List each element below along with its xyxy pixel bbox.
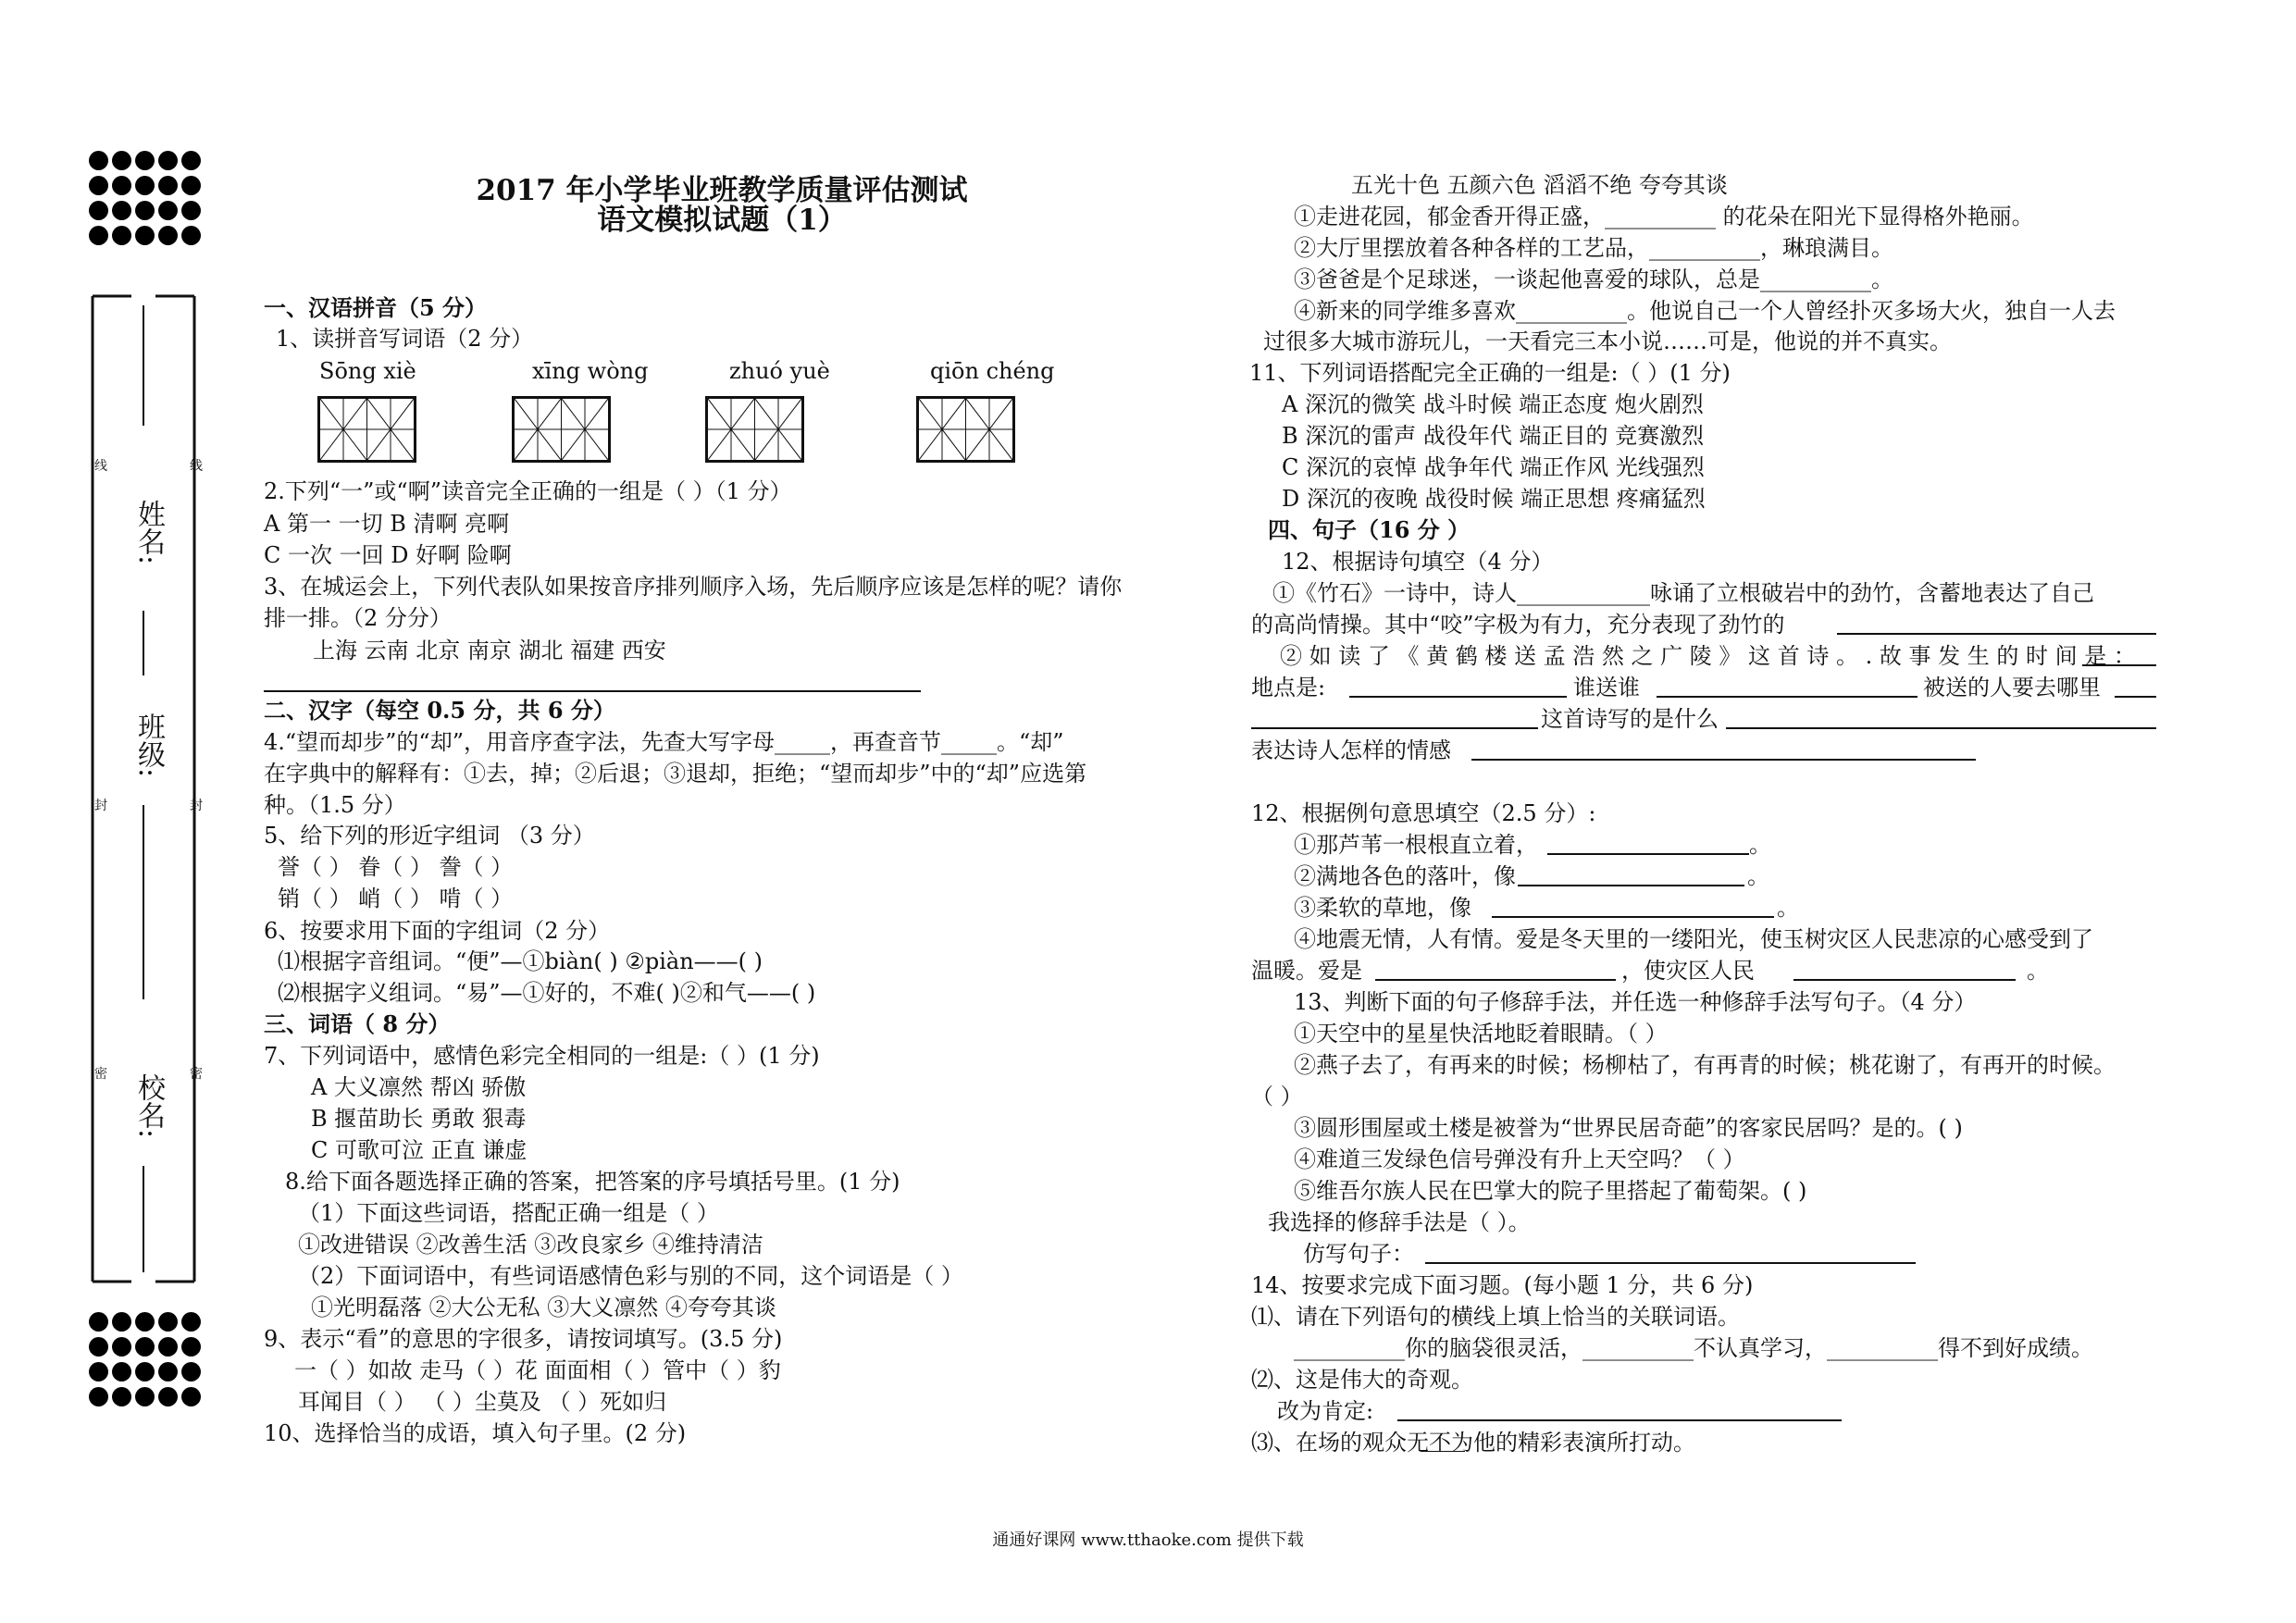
q6-part-2: ⑵根据字义组词。“易”—①好的，不难( )②和气——( ) (278, 980, 816, 1006)
q9-text: 9、表示“看”的意思的字很多，请按词填写。(3.5 分) (264, 1326, 783, 1352)
q4-text-3: 种。（1.5 分） (264, 792, 406, 818)
binding-dots-bottom (89, 1312, 205, 1412)
binding-mark-line-2: 线 (190, 459, 203, 474)
q13-item-5: ⑤维吾尔族人民在巴掌大的院子里搭起了葡萄架。( ) (1294, 1178, 1807, 1204)
q13-item-2: ②燕子去了，有再来的时候；杨柳枯了，有再青的时候；桃花谢了，有再开的时候。 (1294, 1052, 2116, 1078)
q12b-line-1[interactable] (1547, 853, 1749, 855)
q14-affirm-line[interactable] (1397, 1419, 1842, 1421)
q10-sentence-3: ③爸爸是个足球迷，一谈起他喜爱的球队，总是__________。 (1294, 266, 1893, 292)
q6-part-1: ⑴根据字音组词。“便”—①biàn( ) ②piàn——( ) (278, 948, 763, 974)
q11-option-b: B 深沉的雷声 战役年代 端正目的 竞赛激烈 (1282, 423, 1705, 449)
writing-cell[interactable] (919, 399, 966, 460)
q2-options-ab: A 第一 一切 B 清啊 亮啊 (264, 511, 510, 537)
q12b-line-4[interactable] (1375, 979, 1616, 981)
q12-who-line[interactable] (1657, 696, 1917, 698)
q2-text: 2.下列“一”或“啊”读音完全正确的一组是（ ）（1 分） (264, 478, 792, 504)
q12-poem-1-cont: 的高尚情操。其中“咬”字极为有力，充分表现了劲竹的 (1251, 612, 1785, 638)
q12-emotion-line[interactable] (1471, 759, 1976, 761)
q12-poem-2: ② 如 读 了 《 黄 鹤 楼 送 孟 浩 然 之 广 陵 》 这 首 诗 。 . 故 事 发 生 的 时 间 是 ： (1280, 643, 2136, 669)
q10-idioms: 五光十色 五颜六色 滔滔不绝 夸夸其谈 (1351, 172, 1728, 198)
q11-option-c: C 深沉的哀悼 战争年代 端正作风 光线强烈 (1282, 454, 1705, 480)
q14-affirm-label: 改为肯定: (1277, 1398, 1374, 1424)
q12b-item-3: ③柔软的草地，像 (1294, 895, 1471, 921)
writing-cell[interactable] (367, 399, 414, 460)
q3-answer-line[interactable] (264, 690, 921, 692)
binding-mark-line-1: 线 (94, 459, 107, 474)
q7-option-b: B 揠苗助长 勇敢 狠毒 (311, 1106, 527, 1132)
q1-text: 1、读拼音写词语（2 分） (276, 326, 534, 352)
q10-sentence-4: ④新来的同学维多喜欢__________。他说自己一个人曾经扑灭多场大火，独自一人去 (1294, 298, 2116, 324)
section-ciyu: 三、词语（ 8 分） (264, 1010, 451, 1037)
q14-underline-wubu (1421, 1451, 1465, 1452)
q12-what-line[interactable] (1726, 727, 2156, 729)
q12-poem-1: ①《竹石》一诗中，诗人____________咏诵了立根破岩中的劲竹，含蓄地表达了自己 (1272, 580, 2094, 606)
writing-cell[interactable] (515, 399, 562, 460)
q12b-line-5[interactable] (1793, 979, 2016, 981)
writing-cell[interactable] (966, 399, 1012, 460)
q12b-text: 12、根据例句意思填空（2.5 分）: (1251, 800, 1596, 826)
q12b-item-4: ④地震无情，人有情。爱是冬天里的一缕阳光，使玉树灾区人民悲凉的心感受到了 (1294, 926, 2093, 952)
q10-sentence-1: ①走进花园，郁金香开得正盛，__________ 的花朵在阳光下显得格外艳丽。 (1294, 204, 2034, 229)
binding-mark-seal-1: 封 (94, 799, 107, 813)
q11-option-d: D 深沉的夜晚 战役时候 端正思想 疼痛猛烈 (1282, 486, 1706, 512)
q14-part-3: ⑶、在场的观众无不为他的精彩表演所打动。 (1251, 1430, 1695, 1456)
section-pinyin: 一、汉语拼音（5 分） (264, 294, 488, 321)
q11-text: 11、下列词语搭配完全正确的一组是:（ ）(1 分) (1249, 360, 1731, 386)
q13-choice: 我选择的修辞手法是（ ）。 (1268, 1209, 1531, 1235)
q3-text-2: 排一排。（2 分分） (264, 605, 452, 631)
q5-text: 5、给下列的形近字组词 （3 分） (264, 823, 595, 849)
writing-grid-2[interactable] (512, 396, 611, 463)
q12b-item-4-cont: 温暖。爱是 (1251, 958, 1362, 984)
q12b-period-1: 。 (1749, 832, 1771, 858)
q12b-line-3[interactable] (1492, 916, 1774, 918)
q12-time-line[interactable] (2082, 664, 2156, 666)
q13-imitate-line[interactable] (1425, 1262, 1916, 1264)
q13-imitate-label: 仿写句子： (1303, 1241, 1414, 1267)
q13-text: 13、判断下面的句子修辞手法，并任选一种修辞手法写句子。（4 分） (1294, 989, 1977, 1015)
school-label: 校名: (132, 1073, 165, 1139)
q11-option-a: A 深沉的微笑 战斗时候 端正态度 炮火剧烈 (1282, 391, 1704, 417)
q12-answer-line-1[interactable] (1837, 633, 2156, 635)
q12-where-line-2[interactable] (1251, 727, 1538, 729)
binding-mark-seal-2: 封 (190, 799, 203, 813)
q10-sentence-4-cont: 过很多大城市游玩儿，一天看完三本小说……可是，他说的并不真实。 (1263, 328, 1952, 354)
q12-what-label: 这首诗写的是什么 (1541, 706, 1719, 732)
writing-cell[interactable] (320, 399, 367, 460)
q13-item-4: ④难道三发绿色信号弹没有升上天空吗？（ ） (1294, 1146, 1745, 1172)
footer-source: 通通好课网 www.tthaoke.com 提供下载 (992, 1530, 1304, 1550)
section-sentences: 四、句子（16 分 ） (1268, 516, 1471, 543)
q12b-period-2: 。 (1747, 863, 1769, 889)
q10-sentence-2: ②大厅里摆放着各种各样的工艺品，__________，琳琅满目。 (1294, 235, 1893, 261)
pinyin-3: zhuó yuè (729, 358, 830, 384)
q12-emotion-label: 表达诗人怎样的情感 (1251, 737, 1451, 763)
q2-options-cd: C 一次 一回 D 好啊 险啊 (264, 542, 512, 568)
q12-place-line[interactable] (1349, 696, 1567, 698)
q9-row-1: 一（ ）如故 走马（ ）花 面面相（ ）管中（ ）豹 (294, 1357, 781, 1383)
q8-part-2: （2）下面词语中，有些词语感情色彩与别的不同，这个词语是（ ） (298, 1263, 963, 1289)
writing-grid-4[interactable] (916, 396, 1015, 463)
exam-title: 2017 年小学毕业班教学质量评估测试 (476, 174, 968, 207)
q14-part-1-sentence: __________你的脑袋很灵活，__________不认真学习，__________得不到好成绩。 (1294, 1335, 2093, 1361)
q7-text: 7、下列词语中，感情色彩完全相同的一组是:（ ）(1 分) (264, 1043, 820, 1069)
q13-item-3: ③圆形围屋或土楼是被誉为“世界民居奇葩”的客家民居吗？是的。( ) (1294, 1115, 1963, 1141)
section-hanzi: 二、汉字（每空 0.5 分，共 6 分） (264, 697, 615, 724)
q12b-period-4: 。 (2027, 958, 2049, 984)
q3-cities: 上海 云南 北京 南京 湖北 福建 西安 (313, 638, 666, 663)
q4-text-1: 4.“望而却步”的“却”，用音序查字法，先查大写字母_____，再查音节_____。“却” (264, 729, 1064, 755)
pinyin-1: Sōng xiè (319, 358, 416, 384)
pinyin-2: xīng wòng (532, 358, 649, 384)
writing-cell[interactable] (562, 399, 608, 460)
q12-text: 12、根据诗句填空（4 分） (1282, 549, 1554, 575)
q10-text: 10、选择恰当的成语，填入句子里。(2 分) (264, 1420, 687, 1446)
q14-text: 14、按要求完成下面习题。(每小题 1 分，共 6 分) (1251, 1272, 1754, 1298)
q12-place-label: 地点是: (1251, 675, 1326, 700)
q8-text: 8.给下面各题选择正确的答案，把答案的序号填括号里。(1 分) (285, 1169, 900, 1195)
q14-part-1: ⑴、请在下列语句的横线上填上恰当的关联词语。 (1251, 1304, 1740, 1330)
name-label: 姓名: (132, 500, 165, 565)
q12-where-line[interactable] (2115, 696, 2156, 698)
q12-who-label: 谁送谁 (1573, 675, 1640, 700)
q8-part-2-options: ①光明磊落 ②大公无私 ③大义凛然 ④夸夸其谈 (311, 1295, 776, 1320)
q5-row-1: 誉（ ） 眷（ ） 誊（ ） (278, 854, 514, 880)
binding-mark-secret-1: 密 (94, 1067, 107, 1082)
writing-grid-1[interactable] (317, 396, 416, 463)
pinyin-4: qiōn chéng (930, 358, 1055, 384)
q3-text-1: 3、在城运会上，下列代表队如果按音序排列顺序入场，先后顺序应该是怎样的呢？请你 (264, 574, 1123, 600)
q6-text: 6、按要求用下面的字组词（2 分） (264, 918, 611, 944)
writing-cell[interactable] (755, 399, 801, 460)
q5-row-2: 销（ ） 峭（ ） 啃（ ） (278, 886, 514, 911)
q7-option-c: C 可歌可泣 正直 谦虚 (311, 1137, 527, 1163)
q12b-line-2[interactable] (1518, 885, 1744, 886)
binding-mark-secret-2: 密 (190, 1067, 203, 1082)
q12b-item-4-cont2: ，使灾区人民 (1621, 958, 1755, 984)
q9-row-2: 耳闻目（ ） （ ）尘莫及 （ ）死如归 (298, 1389, 667, 1415)
binding-frame (83, 287, 204, 1291)
q12b-period-3: 。 (1777, 895, 1799, 921)
q8-part-1: （1）下面这些词语，搭配正确一组是（ ） (298, 1200, 719, 1226)
q13-item-2-paren: （ ） (1251, 1084, 1303, 1109)
writing-grid-3[interactable] (705, 396, 804, 463)
q8-part-1-options: ①改进错误 ②改善生活 ③改良家乡 ④维持清洁 (298, 1232, 763, 1258)
q4-text-2: 在字典中的解释有：①去，掉；②后退；③退却，拒绝；“望而却步”中的“却”应选第 (264, 761, 1087, 787)
q12b-item-2: ②满地各色的落叶，像 (1294, 863, 1516, 889)
q12b-item-1: ①那芦苇一根根直立着， (1294, 832, 1538, 858)
q14-part-2: ⑵、这是伟大的奇观。 (1251, 1367, 1473, 1393)
exam-subtitle: 语文模拟试题（1） (597, 204, 847, 237)
writing-cell[interactable] (708, 399, 755, 460)
q7-option-a: A 大义凛然 帮凶 骄傲 (311, 1074, 527, 1100)
q12-where-label: 被送的人要去哪里 (1923, 675, 2101, 700)
class-label: 班级: (132, 712, 165, 778)
q13-item-1: ①天空中的星星快活地眨着眼睛。（ ） (1294, 1021, 1668, 1047)
